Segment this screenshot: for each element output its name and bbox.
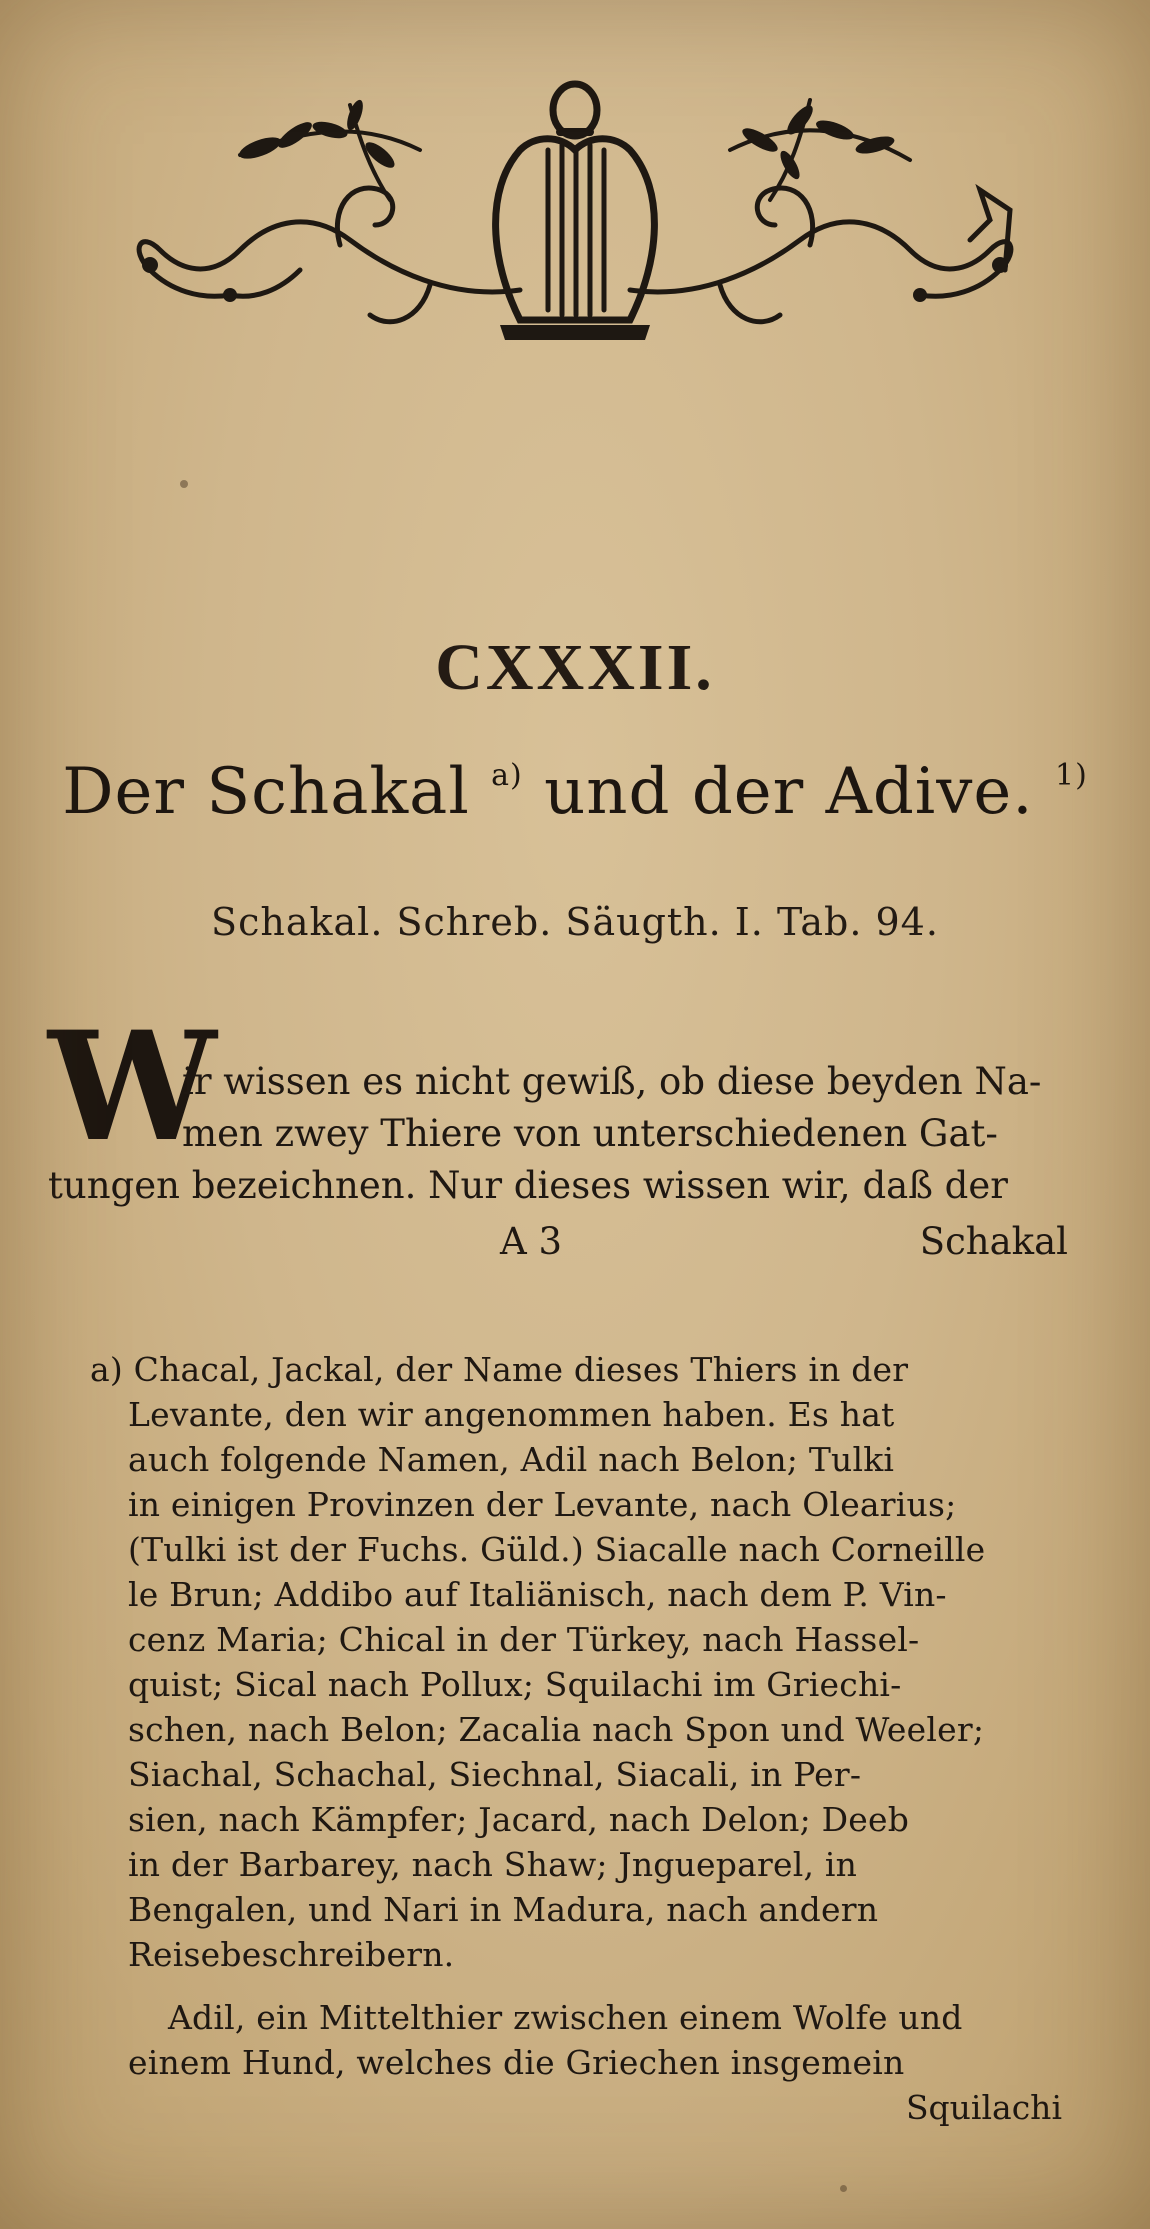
footnote-line: in einigen Provinzen der Levante, nach Olearius; — [128, 1485, 957, 1524]
signature-mark: A 3 — [500, 1220, 563, 1263]
footnote-line: auch folgende Namen, Adil nach Belon; Tulki — [128, 1440, 895, 1479]
footnote-line: a) Chacal, Jackal, der Name dieses Thiers in der — [90, 1350, 909, 1389]
footnote-line: in der Barbarey, nach Shaw; Jngueparel, in — [128, 1845, 858, 1884]
page-signature-row — [0, 1220, 1150, 1270]
paper-speck — [840, 2185, 847, 2192]
footnote-ref-1: 1) — [1054, 758, 1088, 793]
footnote-line: quist; Sical nach Pollux; Squilachi im Griechi- — [128, 1665, 902, 1704]
lyre-ornament — [90, 40, 1070, 360]
footnote-line: le Brun; Addibo auf Italiänisch, nach dem P. Vin- — [128, 1575, 947, 1614]
footnote-line: sien, nach Kämpfer; Jacard, nach Delon; Deeb — [128, 1800, 910, 1839]
paper-speck — [180, 480, 188, 488]
footnote-catchword: Squilachi — [905, 2088, 1062, 2127]
section-title — [40, 755, 1110, 829]
footnote-line: Levante, den wir angenommen haben. Es hat — [128, 1395, 895, 1434]
footnote-line: einem Hund, welches die Griechen insgemein — [128, 2043, 905, 2082]
title-mid: und der Adive. — [522, 755, 1034, 829]
citation-line: Schakal. Schreb. Säugth. I. Tab. 94. — [211, 900, 939, 944]
section-number: CXXXII. — [435, 631, 715, 704]
footnote-line: schen, nach Belon; Zacalia nach Spon und Weeler; — [128, 1710, 985, 1749]
body-line: tungen bezeichnen. Nur dieses wissen wir, daß der — [48, 1164, 1008, 1207]
drop-cap: W — [48, 999, 217, 1175]
body-line: men zwey Thiere von unterschiedenen Gat- — [182, 1112, 998, 1155]
footnote-ref-a: a) — [491, 758, 523, 793]
footnote-line: cenz Maria; Chical in der Türkey, nach Hassel- — [128, 1620, 920, 1659]
title-main: Der Schakal — [62, 755, 470, 829]
footnote-line: Adil, ein Mittelthier zwischen einem Wolfe und — [168, 1998, 963, 2037]
footnote-line: (Tulki ist der Fuchs. Güld.) Siacalle nach Corneille — [128, 1530, 986, 1569]
footnote-line: Bengalen, und Nari in Madura, nach andern — [128, 1890, 879, 1929]
footnote-line: Siachal, Schachal, Siechnal, Siacali, in Per- — [128, 1755, 862, 1794]
body-line: ir wissen es nicht gewiß, ob diese beyden Na- — [182, 1060, 1042, 1103]
footnote-line: Reisebeschreibern. — [128, 1935, 455, 1974]
catchword: Schakal — [919, 1220, 1068, 1263]
